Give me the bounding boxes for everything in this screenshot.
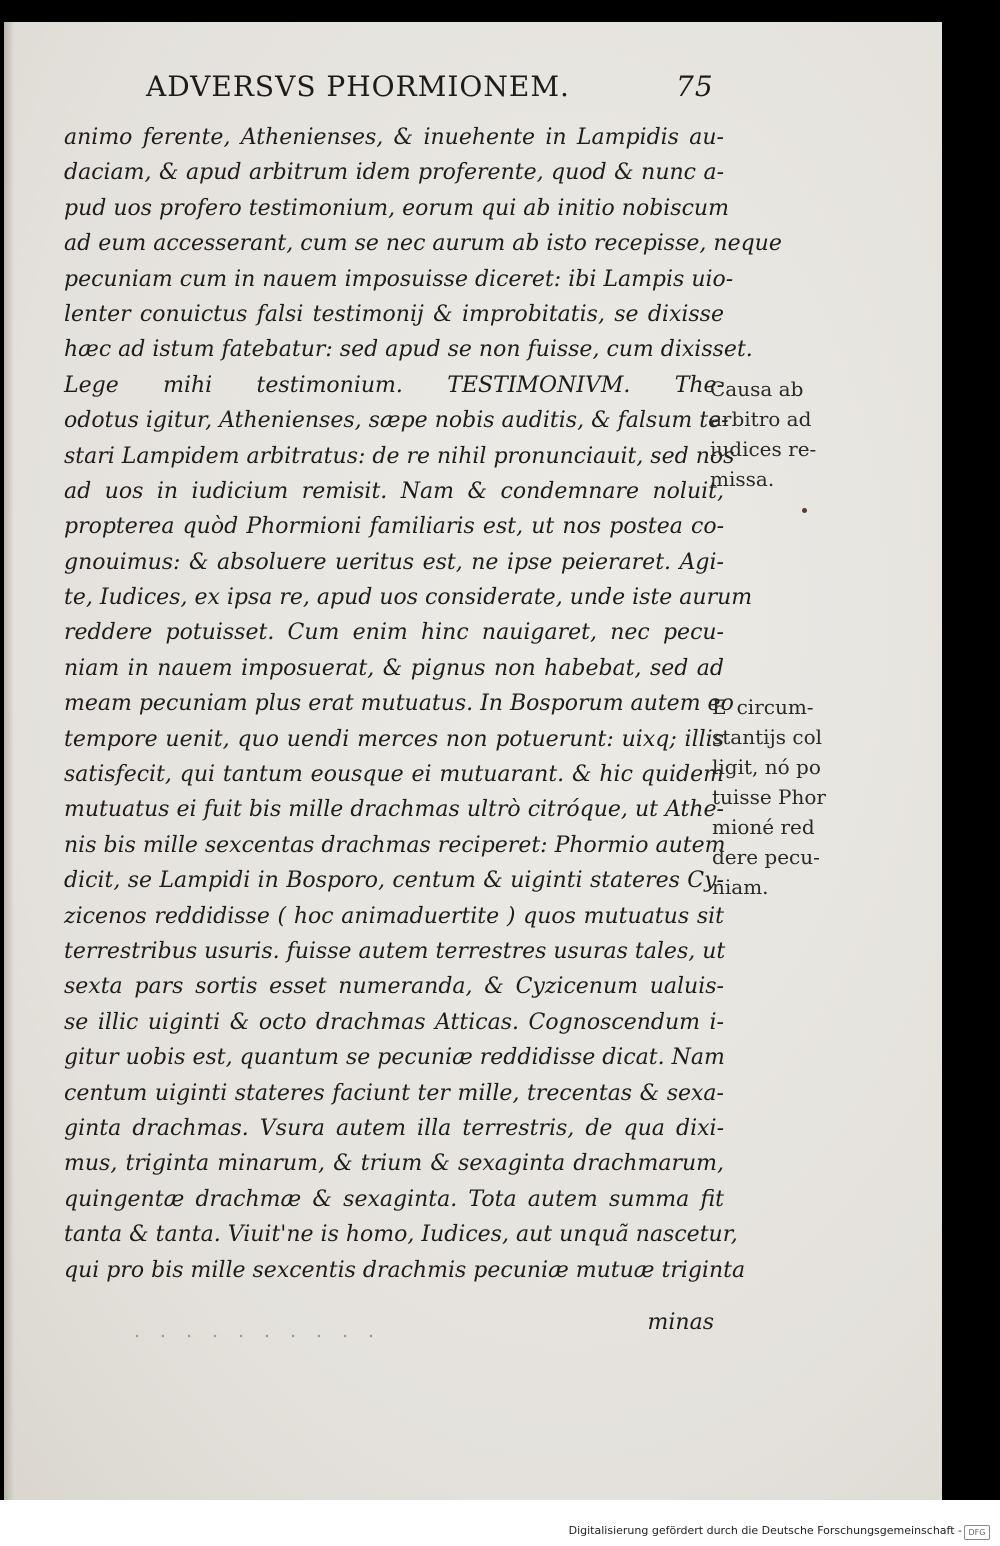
- marginal-note-causa: [710, 374, 816, 494]
- text-line: zicenos reddidisse ( hoc animaduertite ) quos mutuatus sit: [64, 903, 724, 929]
- marginal-note-line: iudices re-: [710, 437, 817, 461]
- marginal-note-line: dere pecu-: [712, 845, 820, 869]
- dfg-logo-icon: DFG: [964, 1525, 990, 1540]
- text-line: niam in nauem imposuerat, & pignus non habebat, sed ad: [64, 655, 724, 681]
- marginal-note-line: stantijs col: [712, 725, 822, 749]
- text-line: ad eum accesserant, cum se nec aurum ab isto recepisse, neque: [64, 231, 782, 257]
- footer-bar: [0, 1500, 1000, 1546]
- text-line: gnouimus: & absoluere ueritus est, ne ipse peieraret. Agi-: [64, 549, 724, 575]
- text-line: nis bis mille sexcentas drachmas reciperet: Phormio autem: [64, 832, 726, 858]
- text-line: sexta pars sortis esset numeranda, & Cyzicenum ualuis-: [64, 974, 724, 1000]
- text-line: terrestribus usuris. fuisse autem terrestres usuras tales, ut: [64, 938, 726, 964]
- text-line: daciam, & apud arbitrum idem proferente, quod & nunc a-: [64, 160, 724, 186]
- marginal-note-line: tuisse Phor: [712, 785, 826, 809]
- text-line: centum uiginti stateres faciunt ter mille, trecentas & sexa-: [64, 1080, 724, 1106]
- catchword: minas: [647, 1310, 714, 1335]
- book-page: [4, 22, 942, 1500]
- text-line: ad uos in iudicium remisit. Nam & condemnare noluit,: [64, 478, 724, 504]
- text-line: mus, triginta minarum, & trium & sexaginta drachmarum,: [64, 1151, 724, 1177]
- marginal-note-circumstantijs: [712, 692, 826, 902]
- marginal-note-line: arbitro ad: [710, 407, 812, 431]
- text-line: propterea quòd Phormioni familiaris est, ut nos postea co-: [64, 514, 724, 540]
- text-line: satisfecit, qui tantum eousque ei mutuarant. & hic quidem: [64, 762, 724, 788]
- text-line: odotus igitur, Athenienses, sæpe nobis auditis, & falsum te-: [64, 408, 729, 434]
- marginal-note-line: niam.: [712, 875, 769, 899]
- running-head-title: ADVERSVS PHORMIONEM.: [146, 70, 570, 103]
- text-line: meam pecuniam plus erat mutuatus. In Bosporum autem eo: [64, 691, 734, 717]
- text-line: Lege mihi testimonium. TESTIMONIVM. The-: [64, 372, 724, 398]
- bleed-through-dots: [124, 1334, 384, 1338]
- page-number: 75: [676, 70, 714, 103]
- text-line: qui pro bis mille sexcentis drachmis pecuniæ mutuæ triginta: [64, 1257, 746, 1283]
- ink-speck: [802, 508, 807, 513]
- text-line: animo ferente, Athenienses, & inuehente in Lampidis au-: [64, 125, 724, 150]
- text-line: pud uos profero testimonium, eorum qui ab initio nobiscum: [64, 195, 729, 221]
- marginal-note-line: missa.: [710, 467, 775, 491]
- text-line: lenter conuictus falsi testimonij & improbitatis, se dixisse: [64, 301, 724, 327]
- text-line: hæc ad istum fatebatur: sed apud se non fuisse, cum dixisset.: [64, 337, 753, 363]
- text-line: tempore uenit, quo uendi merces non potuerunt: uixq; illis: [64, 726, 724, 752]
- text-line: tanta & tanta. Viuit'ne is homo, Iudices, aut unquã nascetur,: [64, 1222, 738, 1248]
- marginal-note-line: mioné red: [712, 815, 815, 839]
- text-line: dicit, se Lampidi in Bosporo, centum & uiginti stateres Cy-: [64, 868, 724, 894]
- text-line: ginta drachmas. Vsura autem illa terrestris, de qua dixi-: [64, 1115, 724, 1141]
- text-line: se illic uiginti & octo drachmas Atticas. Cognoscendum i-: [64, 1009, 724, 1035]
- text-line: reddere potuisset. Cum enim hinc nauigaret, nec pecu-: [64, 620, 724, 646]
- text-line: quingentæ drachmæ & sexaginta. Tota autem summa fit: [64, 1186, 724, 1212]
- marginal-note-line: Causa ab: [710, 377, 804, 401]
- footer-credit: Digitalisierung gefördert durch die Deutsche Forschungsgemeinschaft -: [568, 1524, 962, 1537]
- page-gutter-shadow: [4, 22, 14, 1500]
- text-line: stari Lampidem arbitratus: de re nihil pronunciauit, sed nos: [64, 443, 735, 469]
- text-line: te, Iudices, ex ipsa re, apud uos considerate, unde iste aurum: [64, 585, 753, 611]
- text-line: mutuatus ei fuit bis mille drachmas ultrò citróque, ut Athe-: [64, 797, 724, 823]
- text-line: pecuniam cum in nauem imposuisse diceret: ibi Lampis uio-: [64, 266, 734, 292]
- running-head: [146, 70, 726, 110]
- text-line: gitur uobis est, quantum se pecuniæ reddidisse dicat. Nam: [64, 1045, 725, 1071]
- marginal-note-line: ligit, nó po: [712, 755, 821, 779]
- marginal-note-line: E`circum-: [712, 695, 814, 719]
